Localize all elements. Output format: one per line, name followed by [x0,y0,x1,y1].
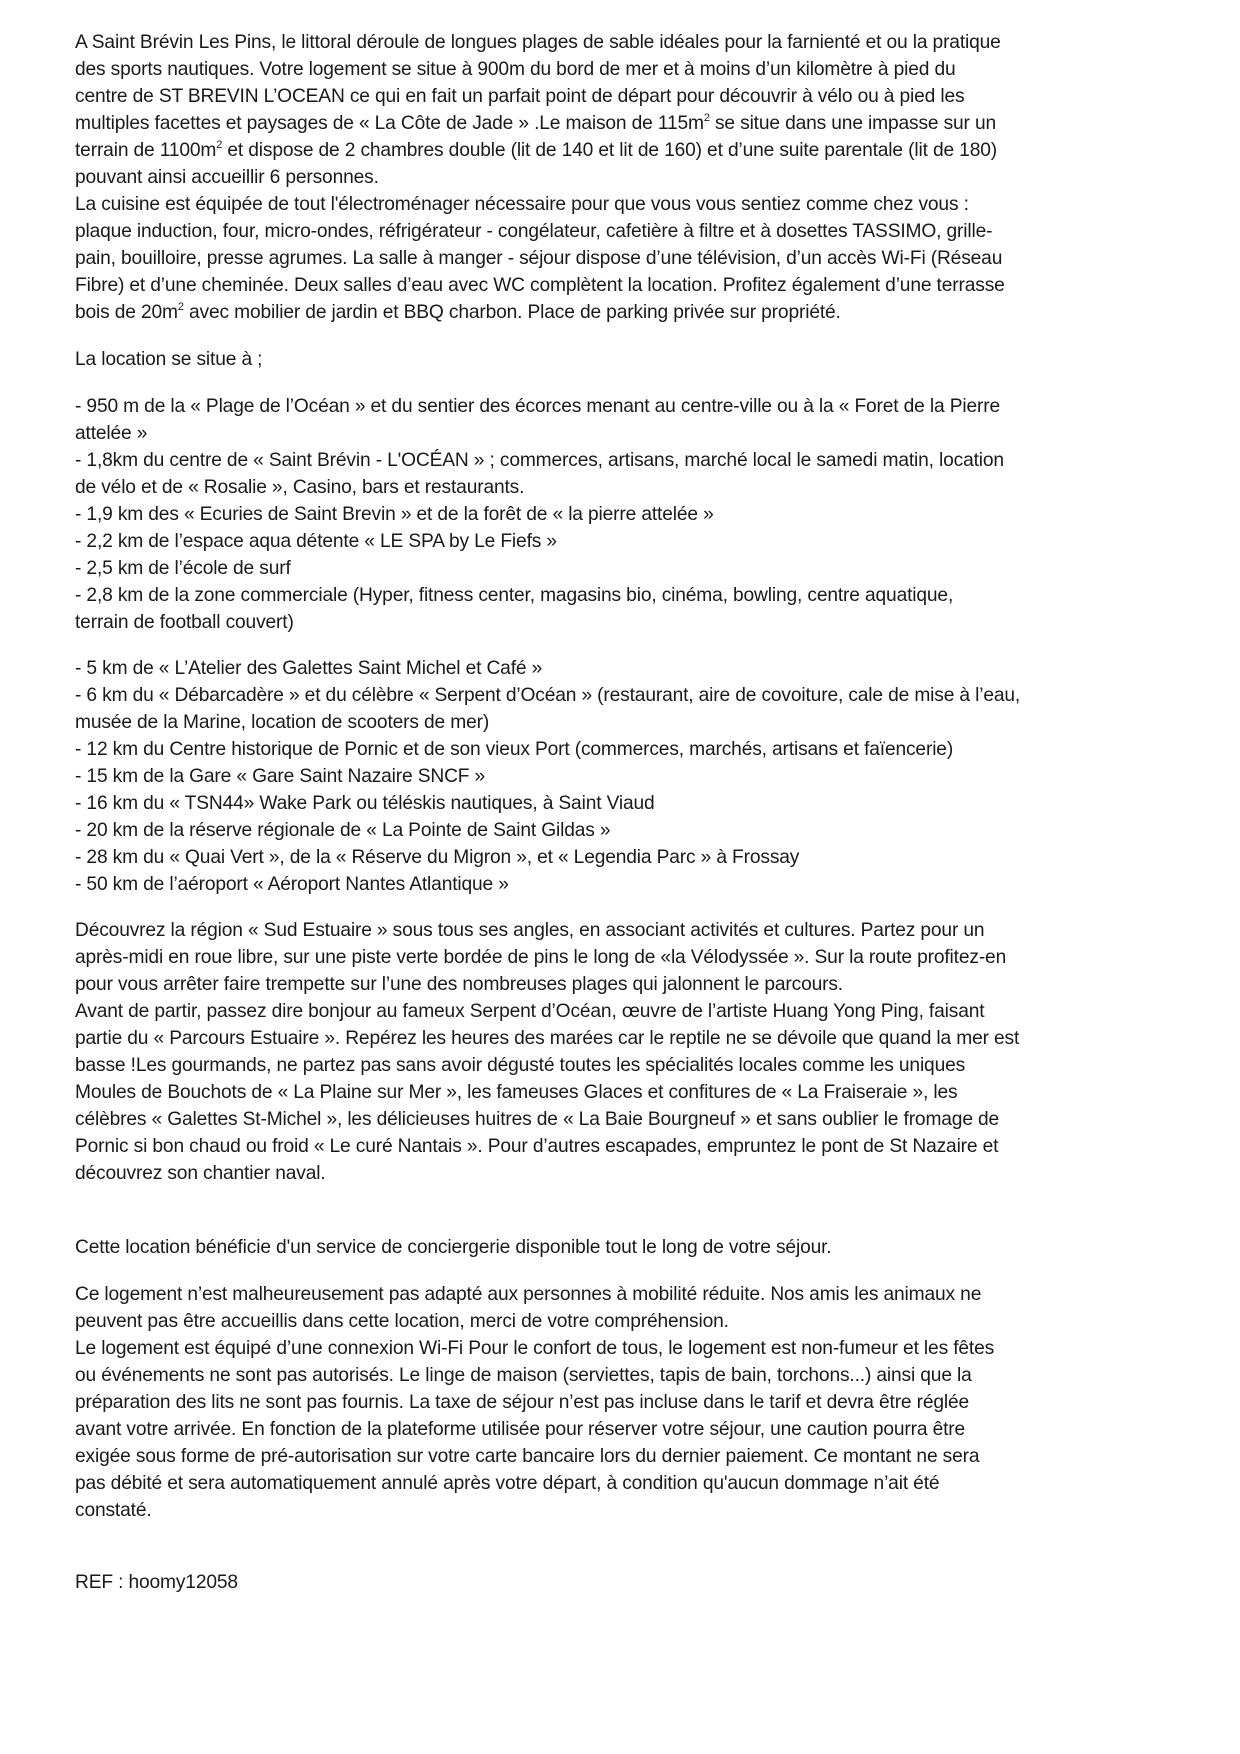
list-item: - 50 km de l’aéroport « Aéroport Nantes Atlantique » [75,874,509,895]
list-item: - 2,8 km de la zone commerciale (Hyper, fitness center, magasins bio, cinéma, bowling, centre aquatique, [75,585,954,606]
text-line: exigée sous forme de pré-autorisation sur votre carte bancaire lors du dernier paiement. Ce montant ne sera [75,1446,980,1467]
text-line: Le logement est équipé d’une connexion Wi-Fi Pour le confort de tous, le logement est non-fumeur et les fêtes [75,1338,995,1359]
list-item: - 15 km de la Gare « Gare Saint Nazaire SNCF » [75,766,486,787]
list-item: - 5 km de « L’Atelier des Galettes Saint Michel et Café » [75,658,543,679]
list-item: - 6 km du « Débarcadère » et du célèbre « Serpent d’Océan » (restaurant, aire de covoiture, cale de mise à l’eau, [75,685,1021,706]
text-segment: se situe dans une impasse sur un [709,113,997,134]
text-line: célèbres « Galettes St-Michel », les délicieuses huitres de « La Baie Bourgneuf » et sans oublier le fromage de [75,1109,1000,1130]
list-item: musée de la Marine, location de scooters de mer) [75,712,490,733]
document-page [75,29,1195,1596]
text-segment: avec mobilier de jardin et BBQ charbon. Place de parking privée sur propriété. [183,302,841,323]
text-line: des sports nautiques. Votre logement se situe à 900m du bord de mer et à moins d’un kilomètre à pied du [75,59,956,80]
text-segment: et dispose de 2 chambres double (lit de 140 et lit de 160) et d’une suite parentale (lit de 180) [222,140,997,161]
text-line: constaté. [75,1500,152,1521]
text-line [75,299,1195,326]
text-line: partie du « Parcours Estuaire ». Repérez les heures des marées car le reptile ne se dévoile que quand la mer est [75,1028,1020,1049]
list-item: - 12 km du Centre historique de Pornic et de son vieux Port (commerces, marchés, artisans et faïencerie) [75,739,954,760]
text-line: découvrez son chantier naval. [75,1163,326,1184]
region-paragraph [75,917,1195,1187]
text-line [75,110,1195,137]
list-item: - 1,8km du centre de « Saint Brévin - L'OCÉAN » ; commerces, artisans, marché local le samedi matin, location [75,450,1004,471]
location-heading: La location se situe à ; [75,349,263,370]
list-item: - 16 km du « TSN44» Wake Park ou téléskis nautiques, à Saint Viaud [75,793,655,814]
text-line: Découvrez la région « Sud Estuaire » sous tous ses angles, en associant activités et cultures. Partez pour un [75,920,985,941]
superscript: 2 [177,301,184,313]
text-line: avant votre arrivée. En fonction de la plateforme utilisée pour réserver votre séjour, une caution pourra être [75,1419,966,1440]
text-line: Ce logement n’est malheureusement pas adapté aux personnes à mobilité réduite. Nos amis les animaux ne [75,1284,982,1305]
list-item: de vélo et de « Rosalie », Casino, bars et restaurants. [75,477,525,498]
text-segment: bois de 20m [75,302,178,323]
text-line: pouvant ainsi accueillir 6 personnes. [75,167,379,188]
text-line: Moules de Bouchots de « La Plaine sur Mer », les fameuses Glaces et confitures de « La Fraiseraie », les [75,1082,958,1103]
text-line: Fibre) et d’une cheminée. Deux salles d’eau avec WC complètent la location. Profitez également d’une terrasse [75,275,1005,296]
text-line: Avant de partir, passez dire bonjour au fameux Serpent d’Océan, œuvre de l’artiste Huang Yong Ping, faisant [75,1001,985,1022]
text-line: La cuisine est équipée de tout l'électroménager nécessaire pour que vous vous sentiez comme chez vous : [75,194,969,215]
superscript: 2 [703,112,710,124]
distance-list-1 [75,393,1195,636]
reference-code: REF : hoomy12058 [75,1572,238,1593]
list-item: - 2,2 km de l’espace aqua détente « LE SPA by Le Fiefs » [75,531,557,552]
list-item: - 950 m de la « Plage de l’Océan » et du sentier des écorces menant au centre-ville ou à la « Foret de la Pierre [75,396,1000,417]
list-item: - 28 km du « Quai Vert », de la « Réserve du Migron », et « Legendia Parc » à Frossay [75,847,800,868]
text-segment: terrain de 1100m [75,140,217,161]
list-item: terrain de football couvert) [75,612,294,633]
text-line: pas débité et sera automatiquement annulé après votre départ, à condition qu'aucun dommage n’ait été [75,1473,940,1494]
list-item: - 20 km de la réserve régionale de « La Pointe de Saint Gildas » [75,820,611,841]
concierge-paragraph: Cette location bénéficie d'un service de conciergerie disponible tout le long de votre séjour. [75,1237,832,1258]
superscript: 2 [216,139,223,151]
list-item: attelée » [75,423,148,444]
text-line: pour vous arrêter faire trempette sur l’une des nombreuses plages qui jalonnent le parcours. [75,974,843,995]
text-line: Pornic si bon chaud ou froid « Le curé Nantais ». Pour d’autres escapades, empruntez le pont de St Nazaire et [75,1136,999,1157]
text-line: après-midi en roue libre, sur une piste verte bordée de pins le long de «la Vélodyssée ». Sur la route profitez-en [75,947,1007,968]
text-line: préparation des lits ne sont pas fournis. La taxe de séjour n’est pas incluse dans le tarif et devra être réglée [75,1392,970,1413]
text-line: basse !Les gourmands, ne partez pas sans avoir dégusté toutes les spécialités locales comme les uniques [75,1055,966,1076]
list-item: - 2,5 km de l’école de surf [75,558,291,579]
text-line: ou événements ne sont pas autorisés. Le linge de maison (serviettes, tapis de bain, torchons...) ainsi que la [75,1365,972,1386]
list-item: - 1,9 km des « Ecuries de Saint Brevin » et de la forêt de « la pierre attelée » [75,504,714,525]
distance-list-2 [75,655,1195,898]
conditions-paragraph [75,1281,1195,1524]
text-line: peuvent pas être accueillis dans cette location, merci de votre compréhension. [75,1311,729,1332]
text-line [75,137,1195,164]
text-line: pain, bouilloire, presse agrumes. La salle à manger - séjour dispose d’une télévision, d’un accès Wi-Fi (Réseau [75,248,1003,269]
text-line: centre de ST BREVIN L’OCEAN ce qui en fait un parfait point de départ pour découvrir à vélo ou à pied les [75,86,965,107]
intro-paragraph [75,29,1195,326]
text-line: A Saint Brévin Les Pins, le littoral déroule de longues plages de sable idéales pour la farnienté et ou la pratique [75,32,1001,53]
text-line: plaque induction, four, micro-ondes, réfrigérateur - congélateur, cafetière à filtre et à dosettes TASSIMO, grille- [75,221,993,242]
text-segment: multiples facettes et paysages de « La Côte de Jade » .Le maison de 115m [75,113,704,134]
